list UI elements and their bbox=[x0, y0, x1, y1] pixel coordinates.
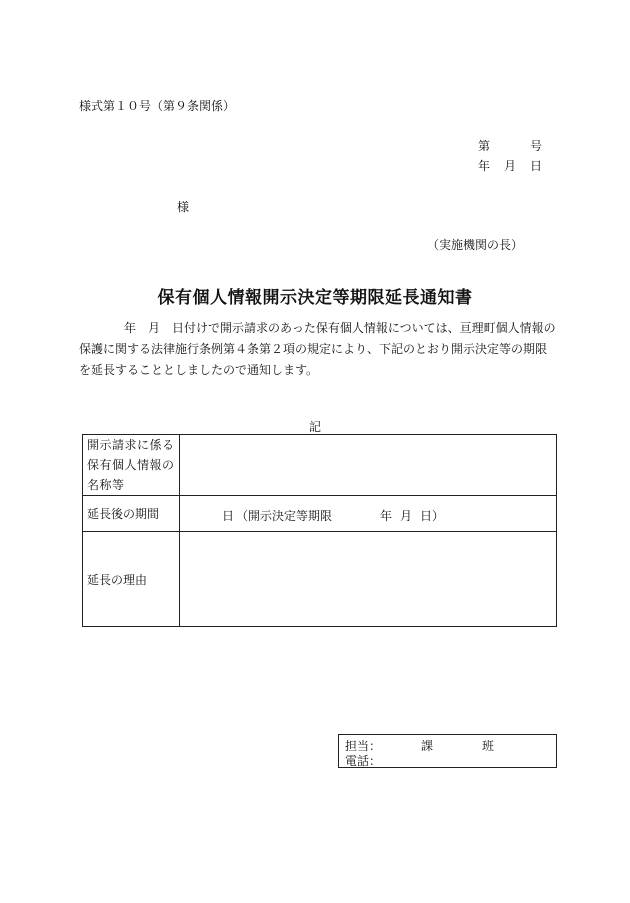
issuer: （実施機関の長） bbox=[427, 238, 524, 252]
contact-ka: 課 bbox=[421, 739, 434, 753]
extended-period-label: 延長後の期間 bbox=[83, 496, 180, 532]
contact-tanto: 担当： bbox=[345, 739, 382, 753]
period-day: 日 bbox=[222, 509, 235, 523]
table-row bbox=[83, 435, 557, 496]
date-day: 日 bbox=[529, 159, 542, 173]
table-row bbox=[83, 496, 557, 532]
period-deadline-label: （開示決定等期限 bbox=[236, 509, 333, 523]
contact-phone: 電話： bbox=[345, 754, 382, 768]
details-table bbox=[82, 434, 557, 627]
reason-value bbox=[180, 532, 557, 627]
info-name-value bbox=[180, 435, 557, 496]
extended-period-value bbox=[180, 496, 557, 532]
reason-label: 延長の理由 bbox=[83, 532, 180, 627]
period-deadline-date bbox=[380, 507, 444, 524]
document-number-suffix: 号 bbox=[529, 139, 542, 153]
addressee: 様 bbox=[177, 200, 190, 214]
info-name-label: 開示請求に係る保有個人情報の名称等 bbox=[83, 435, 180, 496]
period-year: 年 bbox=[380, 509, 393, 523]
document-number-prefix: 第 bbox=[478, 139, 491, 153]
page-title: 保有個人情報開示決定等期限延長通知書 bbox=[157, 288, 473, 308]
document-number bbox=[478, 137, 542, 154]
date-month: 月 bbox=[503, 159, 516, 173]
form-number: 様式第１０号（第９条関係） bbox=[79, 99, 236, 113]
body-text: 年 月 日付けで開示請求のあった保有個人情報については、亘理町個人情報の保護に関する法律施行条例第４条第２項の規定により、下記のとおり開示決定等の期限を延長することとしましたので通知します。 bbox=[79, 321, 556, 377]
date-year: 年 bbox=[478, 159, 491, 173]
contact-han: 班 bbox=[482, 739, 495, 753]
contact-box bbox=[338, 734, 557, 768]
table-row bbox=[83, 532, 557, 627]
ki-label: 記 bbox=[308, 420, 321, 434]
period-day-close: 日） bbox=[419, 509, 444, 523]
document-date bbox=[478, 157, 542, 174]
period-month: 月 bbox=[399, 509, 412, 523]
